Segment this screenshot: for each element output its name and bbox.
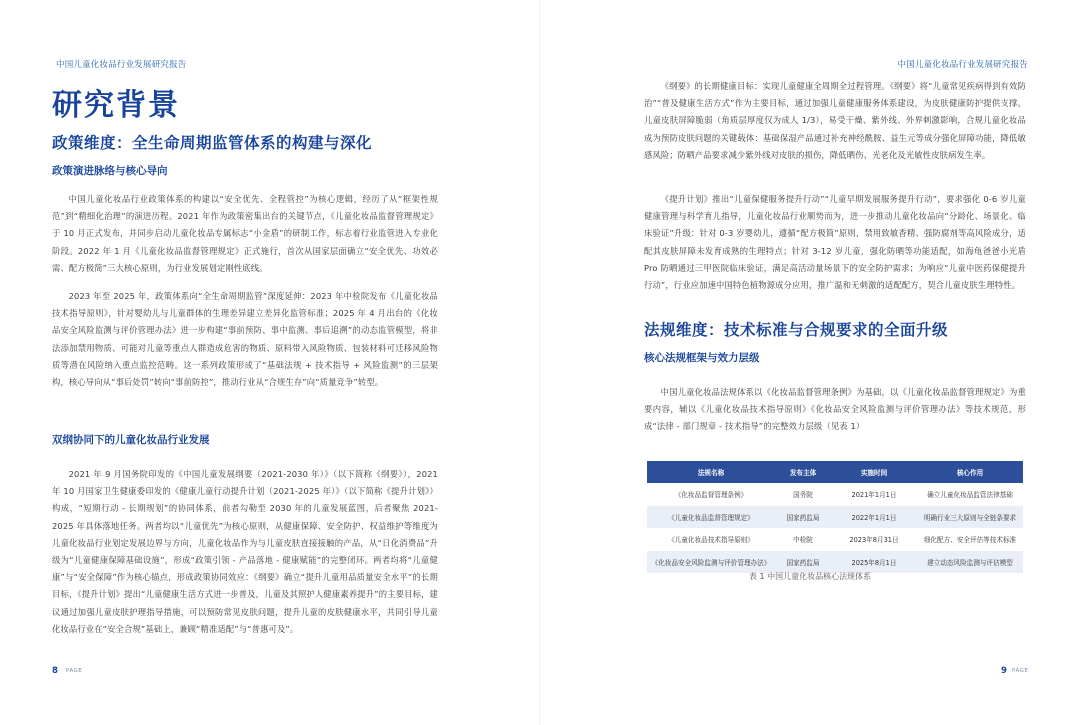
right-page — [540, 0, 1080, 725]
table-header-cell: 法规名称 — [647, 461, 775, 483]
table-cell: 建立动态风险监测与评估模型 — [917, 551, 1023, 574]
section-title: 研究背景 — [52, 88, 180, 123]
page-number-left: 8 — [52, 666, 58, 676]
regulation-table — [647, 461, 1023, 573]
table-cell: 明确行业三大原则与全链条要求 — [917, 506, 1023, 529]
policy-paragraph-2: 2023 年至 2025 年，政策体系向“全生命周期监管”深度延伸：2023 年中检院发布《儿童化妆品技术指导原则》，针对婴幼儿与儿童群体的生理差异建立差异化监管标准；2025 年 4 月出台的《化妆品安全风险监测与评价管理办法》进一步构建“事前预防、事中监测、事后追溯”的动态监管模型，将非法添加禁用物质、可能对儿童等重点人群造成危害的物质、原料带入风险物质、包装材料可迁移风险物质等潜在风险纳入重点监控范畴。这一系列政策形成了“基础法规 + 技术指导 + 风险监测”的三层架构，核心导向从“事后处罚”转向“事前防控”，推动行业从“合规生存”向“质量竞争”转型。 — [52, 291, 438, 388]
regulation-dimension-heading: 法规维度：技术标准与合规要求的全面升级 — [644, 321, 949, 339]
running-header-right: 中国儿童化妆品行业发展研究报告 — [897, 60, 1028, 70]
table-cell: 中检院 — [775, 528, 831, 551]
regulation-paragraph: 中国儿童化妆品法规体系以《化妆品监督管理条例》为基础，以《儿童化妆品监督管理规定》为重要内容，辅以《儿童化妆品技术指导原则》《化妆品安全风险监测与评价管理办法》等技术规范，形成“法律 - 部门规章 - 技术指导”的完整效力层级（见表 1） — [644, 387, 1026, 432]
table-header-row — [647, 461, 1023, 483]
policy-paragraph-1: 中国儿童化妆品行业政策体系的构建以“安全优先、全程管控”为核心逻辑，经历了从“框架性规范”到“精细化治理”的演进历程。2021 年作为政策密集出台的关键节点，《儿童化妆品监督管理规定》于 10 月正式发布，并同步启动儿童化妆品专属标志“小金盾”的研制工作，标志着行业监管进入专业化阶段。2022 年 1 月《儿童化妆品监督管理规定》正式施行，首次从国家层面确立“安全优先、功效必需、配方极简”三大核心原则，为行业发展划定刚性底线。 — [52, 194, 438, 273]
table-header-cell: 核心作用 — [917, 461, 1023, 483]
table-cell: 确立儿童化妆品监管法律基础 — [917, 483, 1023, 506]
table-cell: 细化配方、安全评估等技术标准 — [917, 528, 1023, 551]
outline-goal-paragraph: 《纲要》的长期健康目标：实现儿童健康全周期全过程管理。《纲要》将“儿童常见疾病得到有效防治”“普及健康生活方式”作为主要目标，通过加强儿童健康服务体系建设，为皮肤健康防护提供支撑。儿童皮肤屏障脆弱（角质层厚度仅为成人 1/3），易受干燥、紫外线、外界刺激影响，合规儿童化妆品成为预防皮肤问题的关键载体：基础保湿产品通过补充神经酰胺、益生元等成分强化屏障功能，降低敏感风险；防晒产品要求减少紫外线对皮肤的损伤，降低晒伤、光老化及光敏性皮肤病发生率。 — [644, 81, 1026, 160]
table-cell: 2021年1月1日 — [831, 483, 917, 506]
table-cell: 2025年8月1日 — [831, 551, 917, 574]
table-cell: 《化妆品安全风险监测与评价管理办法》 — [647, 551, 775, 574]
table-cell: 《儿童化妆品技术指导原则》 — [647, 528, 775, 551]
table-cell: 《化妆品监督管理条例》 — [647, 483, 775, 506]
table-cell: 国家药监局 — [775, 551, 831, 574]
table-cell: 《儿童化妆品监督管理规定》 — [647, 506, 775, 529]
table-row — [647, 483, 1023, 506]
page-label-right: PAGE — [1012, 668, 1029, 674]
table-row — [647, 528, 1023, 551]
policy-evolution-subheading: 政策演进脉络与核心导向 — [52, 165, 168, 177]
regulation-framework-subheading: 核心法规框架与效力层级 — [644, 352, 760, 364]
table-header-cell: 实施时间 — [831, 461, 917, 483]
table-cell: 2023年8月31日 — [831, 528, 917, 551]
table-caption: 表 1 中国儿童化妆品核心法规体系 — [748, 572, 872, 581]
dual-outline-subheading: 双纲协同下的儿童化妆品行业发展 — [52, 434, 210, 446]
page-label-left: PAGE — [66, 668, 83, 674]
table-cell: 2022年1月1日 — [831, 506, 917, 529]
table-row — [647, 506, 1023, 529]
dual-outline-paragraph: 2021 年 9 月国务院印发的《中国儿童发展纲要（2021-2030 年）》（以下简称《纲要》），2021 年 10 月国家卫生健康委印发的《健康儿童行动提升计划（2021-2025 年）》（以下简称《提升计划》）构成，“短期行动 - 长期规划”的协同体系，前者勾勒至 2030 年的儿童发展蓝图，后者聚焦 2021-2025 年具体落地任务。两者均以“儿童优先”为核心原则，从健康保障、安全防护、权益维护等维度为儿童化妆品行业划定发展边界与方向，儿童化妆品作为与儿童皮肤直接接触的产品，从“日化消费品”升级为“儿童健康保障基础设施”，形成“政策引领 - 产品落地 - 健康赋能”的完整闭环。两者均将“儿童健康”与“安全保障”作为核心锚点，形成政策协同效应：《纲要》确立“提升儿童用品质量安全水平”的长期目标，《提升计划》提出“儿童健康生活方式进一步普及，儿童及其照护人健康素养提升”的主要目标，建议通过加强儿童皮肤护理指导措施，可以预防常见皮肤问题，提升儿童的皮肤健康水平，共同引导儿童化妆品行业在“安全合规”基础上，兼顾“精准适配”与“普惠可及”。 — [52, 469, 438, 634]
table-row — [647, 551, 1023, 574]
table-cell: 国家药监局 — [775, 506, 831, 529]
page-number-right: 9 — [1001, 666, 1007, 676]
table-header-cell: 发布主体 — [775, 461, 831, 483]
running-header-left: 中国儿童化妆品行业发展研究报告 — [56, 60, 187, 70]
upgrade-plan-paragraph: 《提升计划》推出“儿童保健服务提升行动”“儿童早期发展服务提升行动”，要求强化 0-6 岁儿童健康管理与科学育儿指导，儿童化妆品行业顺势而为，进一步推动儿童化妆品向“分龄化、场景化、临床验证”升级：针对 0-3 岁婴幼儿，遵循“配方极简”原则，禁用致敏香精、强防腐剂等高风险成分，适配其皮肤屏障未发育成熟的生理特点；针对 3-12 岁儿童，强化防晒等功能适配，如海龟爸爸小光盾 Pro 防晒通过三甲医院临床验证，满足高活动量场景下的安全防护需求；为响应“儿童中医药保健提升行动”，行业应加速中国特色植物源成分应用，推广温和无刺激的适配配方，契合儿童皮肤生理特性。 — [644, 194, 1026, 291]
policy-dimension-heading: 政策维度：全生命周期监管体系的构建与深化 — [52, 134, 373, 152]
table-cell: 国务院 — [775, 483, 831, 506]
